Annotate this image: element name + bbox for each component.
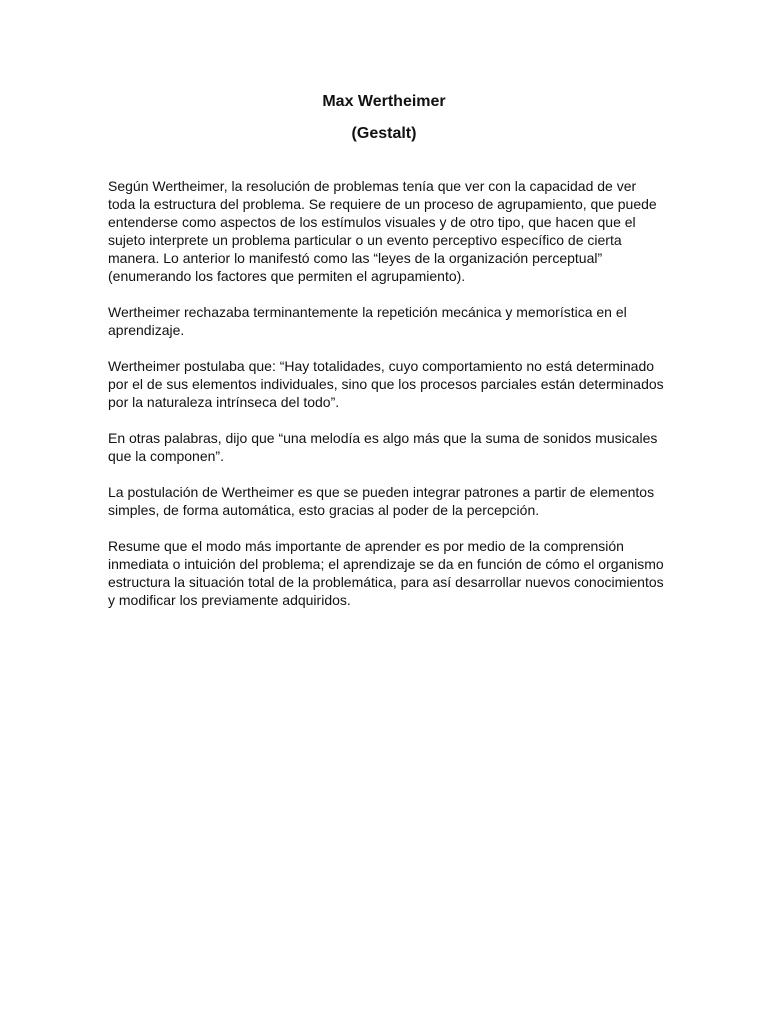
document-body	[108, 177, 664, 627]
paragraph-5: La postulación de Wertheimer es que se pueden integrar patrones a partir de elementos simples, de forma automática, esto gracias al poder de la percepción.	[108, 484, 655, 518]
paragraph-1: Según Wertheimer, la resolución de problemas tenía que ver con la capacidad de ver toda la estructura del problema. Se requiere de un proceso de agrupamiento, que puede entenderse como aspectos de los estímulos visuales y de otro tipo, que hacen que el sujeto interprete un problema particular o un evento perceptivo específico de cierta manera. Lo anterior lo manifestó como las “leyes de la organización perceptual” (enumerando los factores que permiten el agrupamiento).	[108, 178, 657, 284]
paragraph-4: En otras palabras, dijo que “una melodía es algo más que la suma de sonidos musicales que la componen”.	[108, 430, 658, 464]
page-title: Max Wertheimer	[322, 93, 446, 110]
paragraph-6: Resume que el modo más importante de aprender es por medio de la comprensión inmediata o intuición del problema; el aprendizaje se da en función de cómo el organismo estructura la situación total de la problemática, para así desarrollar nuevos conocimientos y modificar los previamente adquiridos.	[108, 538, 664, 608]
paragraph-2: Wertheimer rechazaba terminantemente la repetición mecánica y memorística en el aprendizaje.	[108, 304, 627, 338]
paragraph-3: Wertheimer postulaba que: “Hay totalidades, cuyo comportamiento no está determinado por el de sus elementos individuales, sino que los procesos parciales están determinados por la naturaleza intrínseca del todo”.	[108, 358, 664, 410]
page-subtitle: (Gestalt)	[351, 125, 417, 142]
